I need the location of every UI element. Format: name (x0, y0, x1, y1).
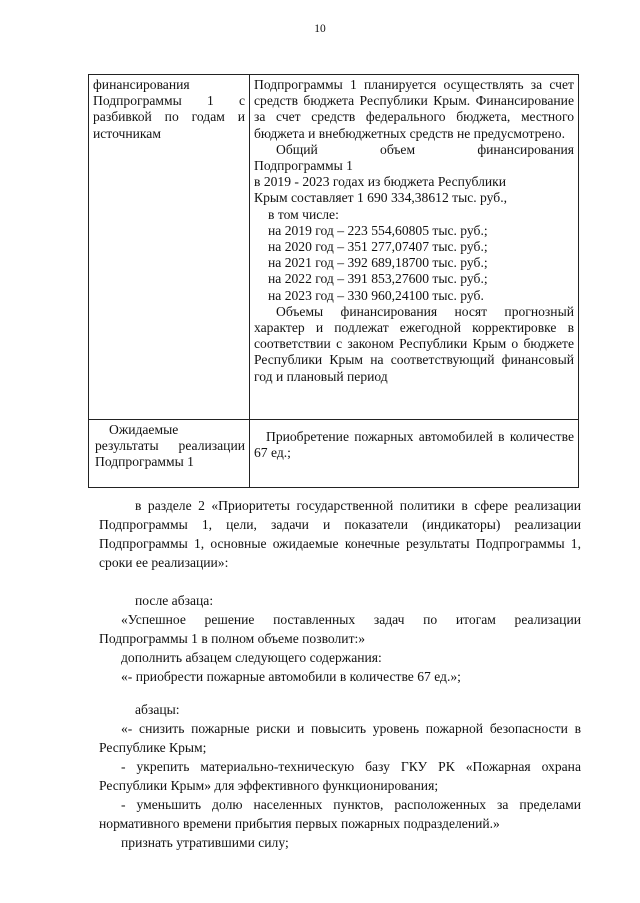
total-volume-line: в 2019 - 2023 годах из бюджета Республики (254, 174, 507, 190)
supplement-instruction: дополнить абзацем следующего содержания: (121, 650, 382, 665)
financing-label-line: разбивкой по годам и (93, 109, 245, 125)
paragraphs-label: абзацы: (135, 702, 180, 717)
repeal-instruction: признать утратившими силу; (121, 835, 289, 850)
section-2-paragraph: в разделе 2 «Приоритеты государственной политики в сфере реализации Подпрограммы 1, цели, задачи и показатели (индикаторы) реализации Подпрограммы 1, основные ожидаемые конечные результаты Подпрограммы 1, сроки ее реализации»: (99, 498, 581, 570)
year-amount-line: на 2020 год – 351 277,07407 тыс. руб.; (268, 239, 488, 255)
financing-details-cell (250, 75, 579, 420)
financing-label-line: Подпрограммы 1 с (93, 93, 245, 109)
year-amount-line: на 2023 год – 330 960,24100 тыс. руб. (268, 287, 484, 303)
forecast-note-paragraph: Объемы финансирования носят прогнозный характер и подлежат ежегодной корректировке в соответствии с законом Республики Крым о бюджете Республики Крым на соответствующий финансовый год и плановый период (254, 303, 574, 384)
financing-row (89, 75, 579, 420)
new-paragraph: «- приобрести пожарные автомобили в количестве 67 ед.»; (121, 669, 461, 684)
total-volume-line: Общий объем финансирования (276, 141, 574, 157)
quoted-paragraph: «Успешное решение поставленных задач по итогам реализации Подпрограммы 1 в полном объеме позволит:» (99, 612, 581, 646)
financing-label-line: финансирования (93, 77, 190, 92)
total-volume-line: Подпрограммы 1 (254, 158, 353, 174)
financing-label-cell (89, 75, 250, 420)
expected-results-row (89, 420, 579, 488)
subprogram-passport-table (88, 74, 579, 488)
list-item: - уменьшить долю населенных пунктов, расположенных за пределами нормативного времени прибытия первых пожарных подразделений.» (99, 797, 581, 831)
amendment-text (99, 496, 581, 852)
year-amount-line: на 2022 год – 391 853,27600 тыс. руб.; (268, 271, 488, 287)
year-amount-line: на 2019 год – 223 554,60805 тыс. руб.; (268, 222, 488, 238)
financing-label-line: источникам (93, 125, 161, 141)
after-paragraph-label: после абзаца: (135, 593, 214, 608)
list-item: - укрепить материально-техническую базу ГКУ РК «Пожарная охрана Республики Крым» для эффективного функционирования; (99, 759, 581, 793)
expected-results-value: Приобретение пожарных автомобилей в количестве 67 ед.; (250, 420, 579, 488)
financing-intro-paragraph: Подпрограммы 1 планируется осуществлять за счет средств бюджета Республики Крым. Финансирование за счет средств федерального бюджета, местного бюджета и внебюджетных средств не предусмотрено. (254, 77, 574, 141)
list-item: «- снизить пожарные риски и повысить уровень пожарной безопасности в Республике Крым; (99, 721, 581, 755)
year-amount-line: на 2021 год – 392 689,18700 тыс. руб.; (268, 255, 488, 271)
total-volume-line: Крым составляет 1 690 334,38612 тыс. руб., (254, 190, 507, 206)
page-number: 10 (314, 23, 326, 35)
including-label: в том числе: (268, 206, 339, 222)
expected-results-label: Ожидаемые результаты реализации Подпрограммы 1 (89, 420, 250, 488)
